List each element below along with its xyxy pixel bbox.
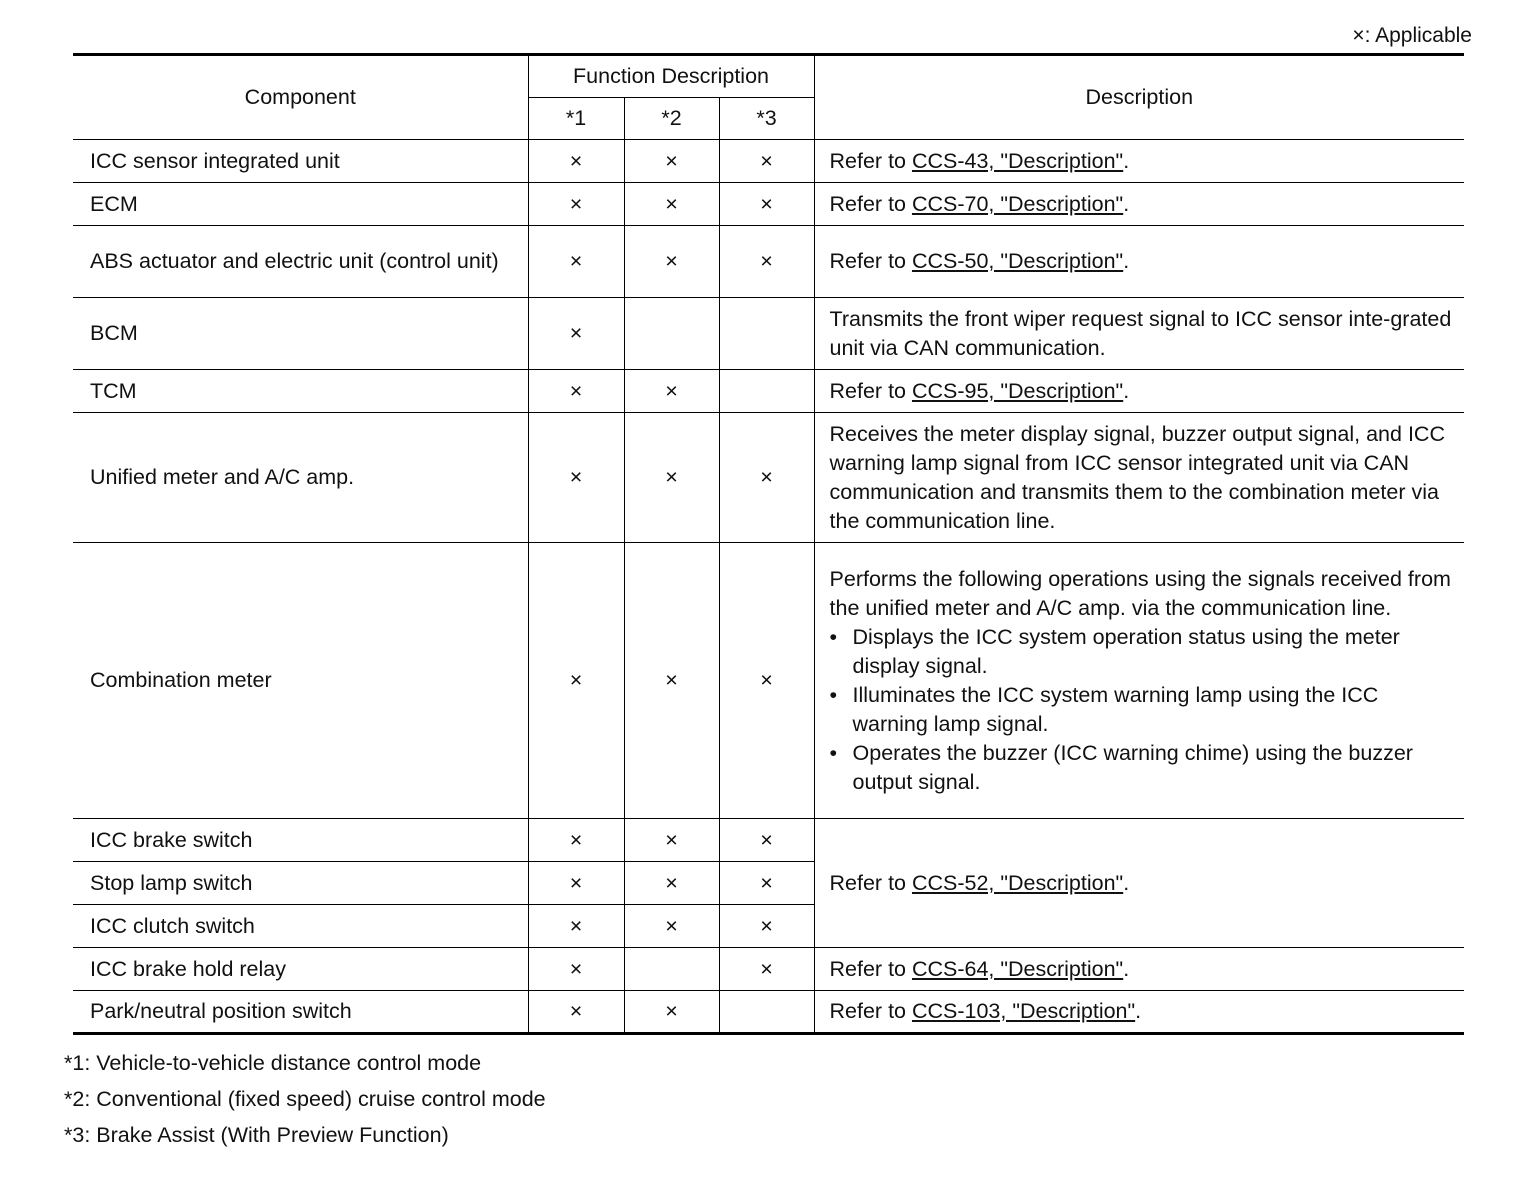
ref-suffix: . [1123,249,1130,273]
mark-col3: × [719,862,814,905]
table-row [73,819,1464,862]
mark-col3: × [719,183,814,226]
refer-prefix: Refer to [829,148,912,173]
header-description: Description [814,55,1464,140]
mark-col1: × [528,140,624,183]
reference-link[interactable]: CCS-52, "Description" [911,870,1124,895]
component-name: ABS actuator and electric unit (control unit) [73,226,528,298]
list-item: • Displays the ICC system operation status using the meter display signal. [830,623,1453,681]
mark-col3 [719,991,814,1034]
reference-link[interactable]: CCS-43, "Description" [911,148,1124,173]
component-name: ICC brake hold relay [73,948,528,991]
refer-prefix: Refer to [829,191,912,216]
mark-col3: × [719,543,814,819]
refer-prefix: Refer to [829,956,912,981]
mark-col1: × [528,543,624,819]
mark-col3: × [719,905,814,948]
reference-link[interactable]: CCS-70, "Description" [911,191,1124,216]
component-name: ECM [73,183,528,226]
reference-link[interactable]: CCS-95, "Description" [911,378,1124,403]
table-row [73,226,1464,298]
table-row [73,413,1464,543]
header-col3: *3 [719,98,814,140]
mark-col3: × [719,819,814,862]
mark-col1: × [528,226,624,298]
mark-col2: × [624,413,719,543]
table-row [73,948,1464,991]
reference-link[interactable]: CCS-103, "Description" [911,999,1136,1023]
description-cell [814,543,1464,819]
refer-prefix: Refer to [829,249,912,273]
reference-link[interactable]: CCS-64, "Description" [911,956,1124,981]
component-name: ICC sensor integrated unit [73,140,528,183]
component-function-table [73,53,1464,1035]
ref-suffix: . [1123,378,1130,403]
component-name: TCM [73,370,528,413]
mark-col1: × [528,862,624,905]
mark-col1: × [528,948,624,991]
footnotes [64,1045,546,1153]
mark-col2: × [624,370,719,413]
component-name: Unified meter and A/C amp. [73,413,528,543]
header-col1: *1 [528,98,624,140]
mark-col2: × [624,991,719,1034]
footnote-2: *2: Conventional (fixed speed) cruise control mode [64,1087,546,1111]
description-cell [814,370,1464,413]
component-name: Combination meter [73,543,528,819]
description-intro: Performs the following operations using the signals received from the unified meter and A/C amp. via the communication line. [829,566,1451,620]
component-name: Stop lamp switch [73,862,528,905]
component-name: BCM [73,298,528,370]
mark-col3 [719,370,814,413]
mark-col1: × [528,298,624,370]
mark-col1: × [528,413,624,543]
applicable-legend: ×: Applicable [1352,24,1472,47]
footnote-3: *3: Brake Assist (With Preview Function) [64,1123,449,1147]
mark-col1: × [528,819,624,862]
mark-col3: × [719,140,814,183]
reference-link[interactable]: CCS-50, "Description" [911,249,1124,273]
description-cell [814,819,1464,948]
header-row-1 [73,55,1464,98]
ref-suffix: . [1123,956,1130,981]
list-item: • Illuminates the ICC system warning lamp using the ICC warning lamp signal. [830,681,1453,739]
mark-col1: × [528,905,624,948]
table-row [73,183,1464,226]
list-item: • Operates the buzzer (ICC warning chime) using the buzzer output signal. [830,739,1453,797]
refer-prefix: Refer to [829,999,912,1023]
ref-suffix: . [1135,999,1142,1023]
component-name: ICC brake switch [73,819,528,862]
mark-col2: × [624,862,719,905]
mark-col1: × [528,183,624,226]
component-name: ICC clutch switch [73,905,528,948]
table-row [73,140,1464,183]
description-cell [814,226,1464,298]
refer-prefix: Refer to [829,378,912,403]
refer-prefix: Refer to [829,870,912,895]
mark-col2: × [624,226,719,298]
header-function-description: Function Description [528,55,814,98]
description-cell [814,183,1464,226]
mark-col2 [624,948,719,991]
mark-col2: × [624,140,719,183]
ref-suffix: . [1123,870,1130,895]
table-row [73,991,1464,1034]
mark-col2: × [624,183,719,226]
table-row [73,543,1464,819]
mark-col1: × [528,991,624,1034]
table-row [73,370,1464,413]
mark-col3: × [719,948,814,991]
description-cell [814,948,1464,991]
footnote-1: *1: Vehicle-to-vehicle distance control mode [64,1051,482,1075]
mark-col3 [719,298,814,370]
header-col2: *2 [624,98,719,140]
mark-col1: × [528,370,624,413]
table-row [73,298,1464,370]
mark-col2: × [624,905,719,948]
mark-col2: × [624,819,719,862]
component-name: Park/neutral position switch [73,991,528,1034]
mark-col2 [624,298,719,370]
description-cell [814,140,1464,183]
description-text: Transmits the front wiper request signal to ICC sensor inte-grated unit via CAN communication. [814,298,1464,370]
ref-suffix: . [1123,191,1130,216]
header-component: Component [73,55,528,140]
mark-col3: × [719,226,814,298]
operation-list [830,623,1453,797]
description-cell [814,991,1464,1034]
mark-col3: × [719,413,814,543]
mark-col2: × [624,543,719,819]
description-text: Receives the meter display signal, buzzer output signal, and ICC warning lamp signal from ICC sensor integrated unit via CAN communication and transmits them to the combination meter via the communication line. [814,413,1464,543]
ref-suffix: . [1123,148,1130,173]
